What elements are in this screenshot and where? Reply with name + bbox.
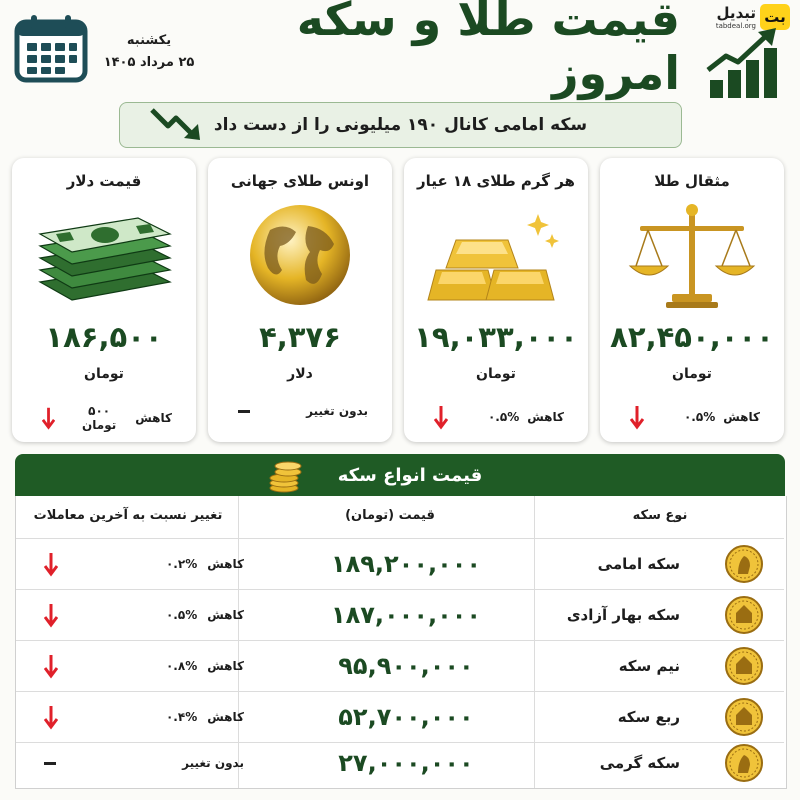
no-change-dash-icon — [238, 410, 250, 413]
coin-price: ۱۸۷,۰۰۰,۰۰۰ — [330, 601, 482, 629]
card-unit: دلار — [287, 366, 313, 382]
brand-mark: بت — [760, 4, 790, 30]
date-text: ۲۵ مرداد ۱۴۰۵ — [103, 55, 195, 70]
change-value: ۰.۲% — [165, 557, 198, 571]
arrow-down-icon — [44, 551, 58, 577]
trend-down-arrow-icon — [148, 104, 204, 144]
arrow-down-icon — [44, 602, 58, 628]
coin-stack-icon — [266, 456, 306, 494]
change-label: کاهش — [207, 659, 244, 673]
card-change — [238, 404, 368, 418]
card-title: قیمت دلار — [66, 172, 142, 190]
coin-change — [44, 641, 244, 691]
change-value: ۰.۴% — [165, 710, 198, 724]
coin-table-title: قیمت انواع سکه — [337, 464, 483, 486]
change-label: کاهش — [135, 411, 172, 425]
column-header-price: قیمت (تومان) — [345, 508, 435, 523]
arrow-down-icon — [434, 404, 448, 430]
gold-bars-icon — [426, 200, 566, 310]
coin-name: سکه گرمی — [599, 754, 680, 772]
coin-name: ربع سکه — [617, 708, 680, 726]
coin-price: ۹۵,۹۰۰,۰۰۰ — [338, 652, 474, 680]
arrow-down-icon — [42, 405, 55, 431]
coin-change — [44, 590, 244, 640]
card-value: ۱۸۶,۵۰۰ — [45, 320, 163, 354]
calendar-icon — [14, 14, 88, 84]
no-change-dash-icon — [44, 762, 56, 765]
change-label: کاهش — [207, 608, 244, 622]
card-dollar-price — [12, 158, 196, 442]
column-header-change: تغییر نسبت به آخرین معاملات — [33, 508, 223, 523]
change-value: ۰.۵% — [487, 410, 520, 424]
change-label: کاهش — [527, 410, 564, 424]
bahar-azadi-coin-icon — [724, 595, 764, 635]
globe-icon — [230, 200, 370, 310]
coin-price: ۵۲,۷۰۰,۰۰۰ — [338, 703, 474, 731]
table-row — [16, 539, 784, 589]
page-title: قیمت طلا و سکه امروز — [296, 0, 680, 100]
card-unit: تومان — [84, 366, 124, 382]
brand-name: تبدیل — [716, 4, 756, 22]
coin-change — [44, 738, 244, 788]
emami-coin-icon — [724, 544, 764, 584]
table-row — [16, 641, 784, 691]
arrow-down-icon — [630, 404, 644, 430]
coin-price: ۱۸۹,۲۰۰,۰۰۰ — [330, 550, 482, 578]
card-mesghal-gold — [600, 158, 784, 442]
card-gram-gold-18k — [404, 158, 588, 442]
card-value: ۴,۳۷۶ — [259, 320, 341, 354]
table-row — [16, 692, 784, 742]
card-title: هر گرم طلای ۱۸ عیار — [417, 172, 575, 190]
change-value: ۰.۵% — [683, 410, 716, 424]
change-value: ۰.۵% — [165, 608, 198, 622]
change-label: کاهش — [207, 710, 244, 724]
half-coin-icon — [724, 646, 764, 686]
date-block — [94, 30, 204, 74]
change-label: کاهش — [207, 557, 244, 571]
growth-chart-icon — [704, 26, 790, 100]
card-unit: تومان — [476, 366, 516, 382]
change-value: ۰.۸% — [165, 659, 198, 673]
card-value: ۸۲,۴۵۰,۰۰۰ — [610, 320, 774, 354]
change-label: بدون تغییر — [182, 756, 244, 770]
coin-name: نیم سکه — [618, 657, 680, 675]
coin-price: ۲۷,۰۰۰,۰۰۰ — [338, 749, 474, 777]
card-change — [630, 404, 760, 430]
money-stack-icon — [34, 200, 174, 310]
arrow-down-icon — [44, 704, 58, 730]
card-value: ۱۹,۰۳۳,۰۰۰ — [414, 320, 578, 354]
change-value: ۵۰۰ تومان — [82, 404, 117, 432]
quarter-coin-icon — [724, 697, 764, 737]
coin-name: سکه امامی — [597, 555, 680, 573]
arrow-down-icon — [44, 653, 58, 679]
coin-name: سکه بهار آزادی — [566, 606, 680, 624]
card-change — [434, 404, 564, 430]
change-label: کاهش — [723, 410, 760, 424]
balance-scale-icon — [622, 200, 762, 310]
card-title: اونس طلای جهانی — [230, 172, 370, 190]
table-row — [16, 590, 784, 640]
coin-change — [44, 539, 244, 589]
table-row — [16, 738, 784, 788]
gram-coin-icon — [724, 743, 764, 783]
card-change — [42, 404, 172, 432]
card-title: مثقال طلا — [654, 172, 730, 190]
brand-domain: tabdeal.org — [715, 22, 756, 30]
column-header-type: نوع سکه — [632, 508, 688, 523]
weekday: یکشنبه — [126, 33, 172, 48]
card-unit: تومان — [672, 366, 712, 382]
card-world-gold-ounce — [208, 158, 392, 442]
headline-text: سکه امامی کانال ۱۹۰ میلیونی را از دست داد — [213, 115, 588, 135]
change-label: بدون تغییر — [306, 404, 368, 418]
coin-change — [44, 692, 244, 742]
